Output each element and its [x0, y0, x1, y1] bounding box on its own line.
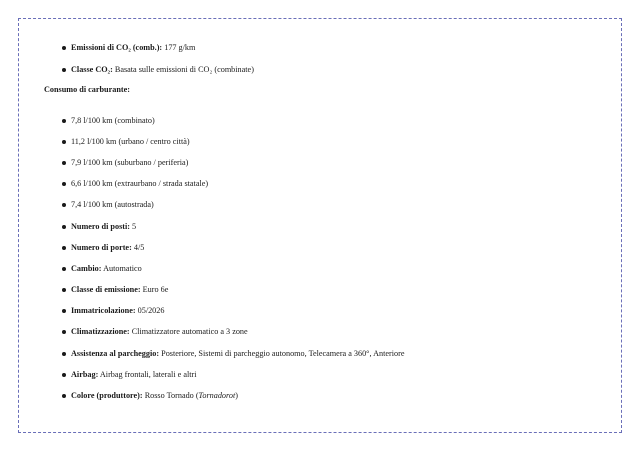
- item-label: Numero di porte:: [71, 243, 132, 252]
- item-value: Rosso Tornado (: [142, 391, 199, 400]
- bullet-icon: [62, 267, 66, 271]
- consumption-heading: Consumo di carburante:: [44, 85, 130, 94]
- item-value-end: ): [235, 391, 238, 400]
- bullet-icon: [62, 182, 66, 186]
- item-label: Immatricolazione:: [71, 306, 136, 315]
- item-label: Cambio:: [71, 264, 102, 273]
- item-label: Colore (produttore):: [71, 391, 143, 400]
- item-value: 05/2026: [135, 306, 165, 315]
- item-text: 7,4 l/100 km (autostrada): [71, 200, 154, 209]
- item-label: Airbag:: [71, 370, 99, 379]
- item-text: 6,6 l/100 km (extraurbano / strada statale): [71, 179, 209, 188]
- item-value: Euro 6e: [140, 285, 169, 294]
- bullet-icon: [62, 373, 66, 377]
- bullet-icon: [62, 246, 66, 250]
- bullet-icon: [62, 309, 66, 313]
- item-value: Climatizzatore automatico a 3 zone: [129, 327, 248, 336]
- bullet-icon: [62, 46, 66, 50]
- item-text: 11,2 l/100 km (urbano / centro città): [71, 137, 190, 146]
- bullet-icon: [62, 352, 66, 356]
- item-value-italic: Tornadorot: [198, 391, 236, 400]
- bullet-icon: [62, 394, 66, 398]
- bullet-icon: [62, 203, 66, 207]
- item-text: 7,8 l/100 km (combinato): [71, 116, 155, 125]
- item-value: Automatico: [101, 264, 142, 273]
- item-value: Basata sulle emissioni di CO₂ (combinate): [112, 65, 254, 74]
- item-label: Numero di posti:: [71, 222, 130, 231]
- item-value: Airbag frontali, laterali e altri: [98, 370, 197, 379]
- bullet-icon: [62, 161, 66, 165]
- item-label: Assistenza al parcheggio:: [71, 349, 160, 358]
- item-value: 4/5: [131, 243, 145, 252]
- item-label: Emissioni di CO₂ (comb.):: [71, 43, 163, 52]
- bullet-icon: [62, 288, 66, 292]
- item-value: Posteriore, Sistemi di parcheggio autonomo, Telecamera a 360°, Anteriore: [159, 349, 405, 358]
- bullet-icon: [62, 225, 66, 229]
- bullet-icon: [62, 119, 66, 123]
- item-label: Climatizzazione:: [71, 327, 130, 336]
- item-text: 7,9 l/100 km (suburbano / periferia): [71, 158, 189, 167]
- bullet-icon: [62, 140, 66, 144]
- bullet-icon: [62, 68, 66, 72]
- item-label: Classe CO₂:: [71, 65, 113, 74]
- bullet-icon: [62, 330, 66, 334]
- item-value: 5: [129, 222, 137, 231]
- item-value: 177 g/km: [162, 43, 196, 52]
- item-label: Classe di emissione:: [71, 285, 141, 294]
